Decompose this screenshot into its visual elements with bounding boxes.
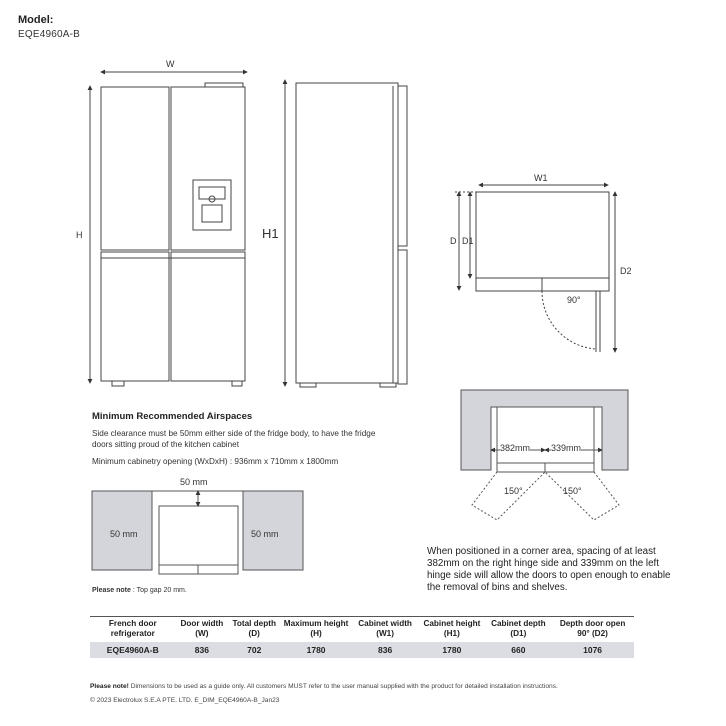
h-label: H [76,230,83,240]
corner-left-dim: 382mm [500,443,531,453]
header-cell: Cabinet height (H1) [423,619,481,638]
table-cell: 836 [352,642,418,658]
corner-right-dim: 339mm [551,443,582,453]
header-cell: Cabinet width (W1) [358,619,412,638]
table-row [90,642,634,658]
w1-label: W1 [534,173,548,183]
top-view-drawing [455,185,615,352]
footer-note-bold: Please note! [90,683,129,690]
header-cell: Door width (W) [180,619,224,638]
model-label: Model: [18,14,54,26]
d1-label: D1 [462,236,474,246]
side-view-drawing [285,80,407,387]
footer-note [90,683,558,690]
table-cell: 1076 [551,642,634,658]
table-cell: 1780 [418,642,485,658]
header-cell: Depth door open 90° (D2) [559,619,626,638]
model-code: EQE4960A-B [18,29,81,40]
header-cell: Maximum height (H) [283,619,349,638]
corner-right-angle: 150° [563,486,582,496]
top-gap-note-text: : Top gap 20 mm. [130,587,187,594]
spec-table-header-row [90,617,634,643]
table-cell: 702 [228,642,280,658]
cabinetry-opening: Minimum cabinetry opening (WxDxH) : 936mm x 710mm x 1800mm [92,457,339,466]
spec-table [90,616,634,658]
airspaces-paragraph: Side clearance must be 50mm either side of the fridge body, to have the fridge doors sitting proud of the kitchen cabinet [92,429,376,449]
angle-90-label: 90° [567,295,581,305]
corner-drawing [461,390,628,520]
airspaces-title: Minimum Recommended Airspaces [92,411,253,422]
corner-description: When positioned in a corner area, spacing of at least 382mm on the right hinge side and 339mm on the left hinge side will allow the doors to open enough to enable the removal of bins and shelves. [427,546,671,593]
header-cell: French door refrigerator [108,619,157,638]
table-cell: EQE4960A-B [90,642,176,658]
top-gap-label: 50 mm [180,477,208,487]
left-gap-label: 50 mm [110,529,138,539]
h1-label: H1 [262,226,279,241]
front-view-drawing [90,72,247,386]
top-gap-note-bold: Please note [92,587,131,594]
header-cell: Cabinet depth (D1) [491,619,546,638]
table-cell: 836 [176,642,229,658]
d-label: D [450,236,457,246]
d2-label: D2 [620,266,632,276]
right-gap-label: 50 mm [251,529,279,539]
footer-copyright: © 2023 Electrolux S.E.A PTE. LTD. E_DIM_EQE4960A-B_Jan23 [90,697,280,704]
footer-note-text: Dimensions to be used as a guide only. All customers MUST refer to the user manual supplied with the product for detailed installation instructions. [128,683,558,690]
header-cell: Total depth (D) [232,619,276,638]
corner-left-angle: 150° [504,486,523,496]
top-gap-note [92,587,187,594]
table-cell: 660 [486,642,552,658]
table-cell: 1780 [280,642,352,658]
w-label: W [166,59,175,69]
